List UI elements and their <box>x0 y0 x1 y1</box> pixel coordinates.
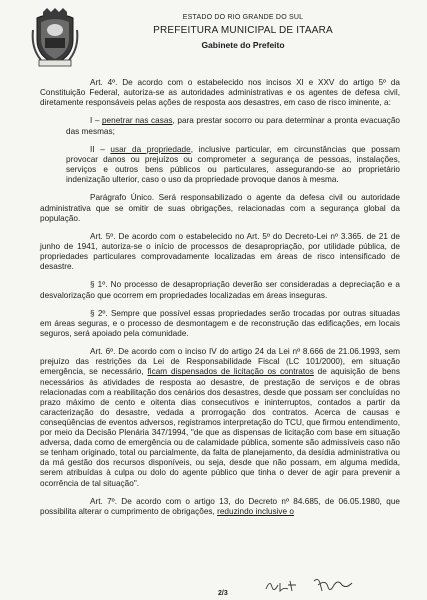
document-body <box>40 78 400 525</box>
paragrafo-unico: Parágrafo Único. Será responsabilizado o agente da defesa civil ou autoridade administrativa que se omitir de suas obrigações, relacionadas com a segurança global da população. <box>40 193 400 223</box>
article-4-item-1: I – penetrar nas casas, para prestar socorro ou para determinar a pronta evacuação das mesmas; <box>66 116 400 136</box>
underlined-text: usar da propriedade <box>110 144 191 154</box>
municipal-coat-of-arms-icon <box>31 8 79 68</box>
article-5-paragraph-1: § 1º. No processo de desapropriação deverão ser consideradas a depreciação e a desvalorização que ocorrem em propriedades localizadas em áreas inseguras. <box>40 280 400 300</box>
page-number: 2/3 <box>218 590 228 597</box>
article-5: Art. 5º. De acordo com o estabelecido no Art. 5º do Decreto-Lei nº 3.365. de 21 de junho de 1941, autoriza-se o início de processos de desapropriação, por utilidade pública, de propriedades particulares comprovadamente localizadas em áreas de risco intensificado de desastre. <box>40 231 400 272</box>
gabinete-title: Gabinete do Prefeito <box>201 40 285 50</box>
underlined-text: ficam dispensados de licitação os contratos <box>147 367 314 377</box>
article-4-item-2: II – usar da propriedade, inclusive particular, em circunstâncias que possam provocar danos ou prejuízos ou comprometer a segurança de pessoas, instalações, serviços e outros bens públicos ou particulares, assegurando-se ao proprietário indenização ulterior, caso o uso da propriedade provoque danos à mesma. <box>66 144 400 185</box>
article-5-paragraph-2: § 2º. Sempre que possível essas propriedades serão trocadas por outras situadas em áreas seguras, e o processo de desmontagem e de reconstrução das edificações, em locais seguros, será apoiado pela comunidade. <box>40 308 400 338</box>
article-6: Art. 6º. De acordo com o inciso IV do artigo 24 da Lei nº 8.666 de 21.06.1993, sem prejuízo das restrições da Lei de Responsabilidade Fiscal (LC 101/2000), em situação emergência, se necessário, ficam dispensados de licitação os contratos de aquisição de bens necessários às atividades de resposta ao desastre, de prestação de serviços e de obras relacionadas com a reabilitação dos cenários dos desastres, desde que possam ser concluídas no prazo máximo de cento e oitenta dias consecutivos e ininterruptos, contados a partir da caracterização do desastre, vedada a prorrogação dos contratos. Acerca de causas e conseqüências de eventos adversos, registramos interpretação do TCU, que firmou entendimento, por meio da Decisão Plenária 347/1994, "de que as dispensas de licitação com base em situação adversa, dada como de emergência ou de calamidade pública, somente são admissíveis caso não se tenham originado, total ou parcialmente, da falta de planejamento, da desídia administrativa ou da má gestão dos recursos disponíveis, ou seja, desde que não possam, em alguma medida, serem atribuídas à culpa ou dolo do agente público que tinha o dever de agir para prevenir a ocorrência de tal situação". <box>40 347 400 488</box>
prefeitura-name: PREFEITURA MUNICIPAL DE ITAARA <box>153 25 333 36</box>
handwritten-signature-icon <box>262 573 372 597</box>
underlined-text: penetrar nas casas <box>101 116 173 126</box>
article-4: Art. 4º. De acordo com o estabelecido nos incisos XI e XXV do artigo 5º da Constituição Federal, autoriza-se as autoridades administrativas e os agentes de defesa civil, diretamente responsáveis pelas ações de resposta aos desastres, em caso de risco iminente, a: <box>40 78 400 108</box>
underlined-text: reduzindo inclusive o <box>217 506 294 516</box>
state-name: ESTADO DO RIO GRANDE DO SUL <box>182 14 304 21</box>
article-7: Art. 7º. De acordo com o artigo 13, do Decreto nº 84.685, de 06.05.1980, que possibilita alterar o cumprimento de obrigações, reduzindo inclusive o <box>40 496 400 516</box>
letterhead <box>0 0 427 70</box>
